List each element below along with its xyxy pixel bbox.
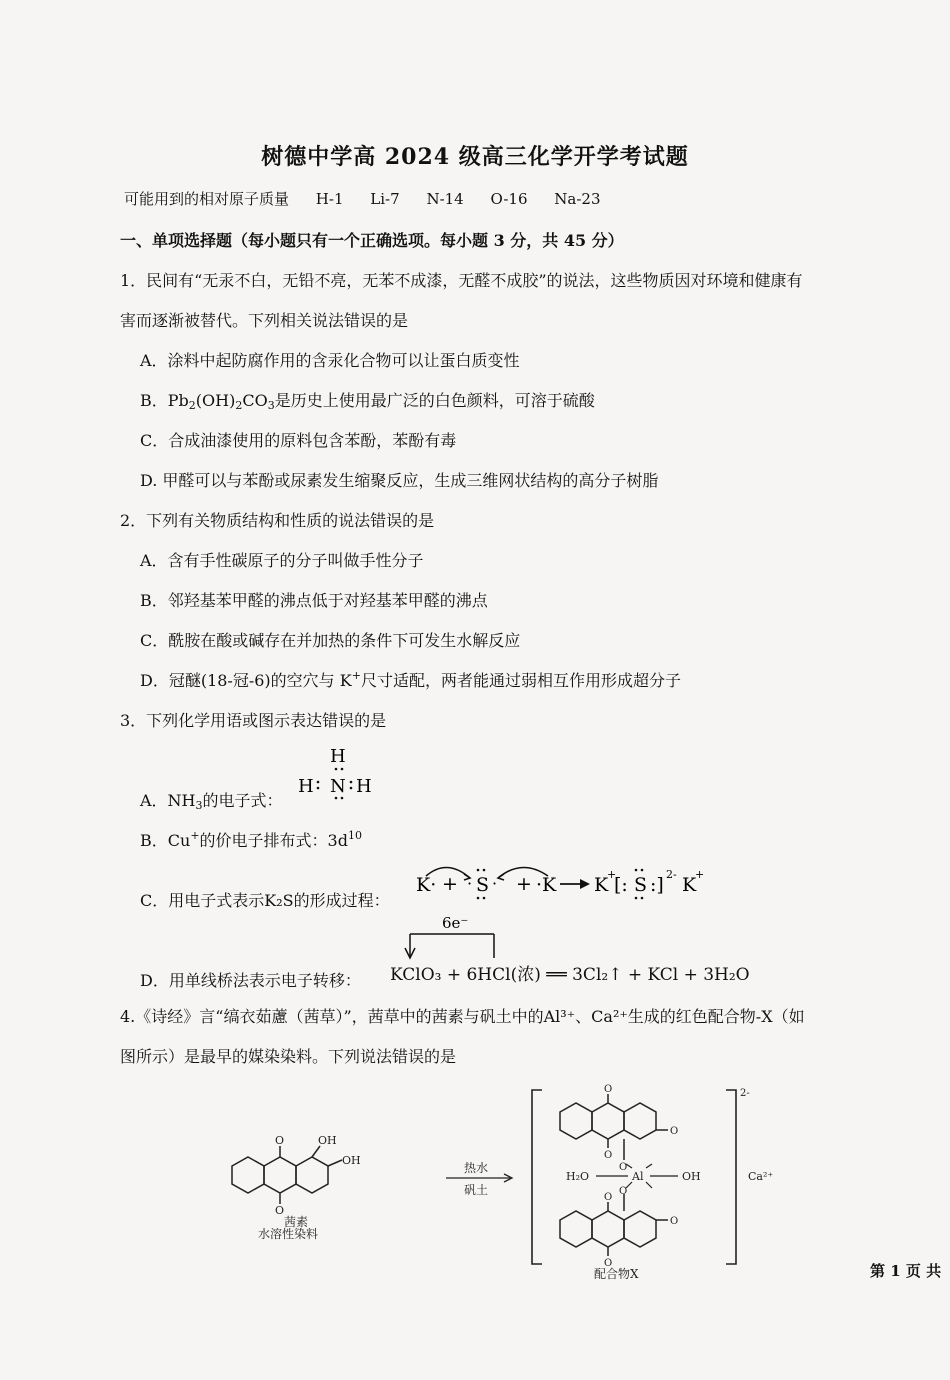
svg-text:6e⁻: 6e⁻ — [442, 914, 469, 932]
electron-transfer-bridge — [392, 910, 512, 960]
mass-o: O-16 — [490, 190, 528, 208]
k2s-formation-diagram — [412, 856, 732, 906]
svg-text:+: + — [607, 868, 617, 881]
q2-option-d: D．冠醚(18-冠-6)的空穴与 K+尺寸适配，两者能通过弱相互作用形成超分子 — [140, 669, 681, 690]
svg-text:·: · — [467, 874, 473, 893]
atomic-masses — [124, 188, 623, 209]
svg-text:O: O — [619, 1162, 628, 1173]
svg-text:+: + — [516, 873, 532, 895]
arrow-condition-top: 热水 — [464, 1161, 489, 1175]
svg-text:OH: OH — [682, 1170, 701, 1183]
svg-text:K·: K· — [416, 874, 437, 896]
q3-option-d: D．用单线桥法表示电子转移： — [140, 971, 361, 990]
svg-text:K: K — [682, 874, 697, 896]
q2-option-b: B．邻羟基苯甲醛的沸点低于对羟基苯甲醛的沸点 — [140, 591, 488, 610]
alizarin-structure — [232, 1146, 342, 1204]
q2-option-c: C．酰胺在酸或碱存在并加热的条件下可发生水解反应 — [140, 631, 521, 650]
svg-text:O: O — [604, 1150, 613, 1161]
redox-equation: KClO₃ + 6HCl(浓) ══ 3Cl₂↑ + KCl + 3H₂O — [390, 965, 750, 985]
alizarin-label: 茜素 — [284, 1215, 309, 1229]
svg-text:O: O — [670, 1216, 679, 1227]
q1-option-c: C．合成油漆使用的原料包含苯酚，苯酚有毒 — [140, 431, 457, 450]
svg-text:O: O — [604, 1084, 613, 1095]
svg-text:OH: OH — [342, 1154, 361, 1167]
masses-label: 可能用到的相对原子质量 — [124, 190, 290, 208]
svg-text:OH: OH — [318, 1134, 337, 1147]
q3-option-b: B．Cu+的价电子排布式：$3d^{10}$ — [140, 829, 362, 850]
q2-stem: 2．下列有关物质结构和性质的说法错误的是 — [120, 511, 435, 530]
mass-na: Na-23 — [554, 190, 601, 208]
q1-option-d: D. 甲醛可以与苯酚或尿素发生缩聚反应，生成三维网状结构的高分子树脂 — [140, 471, 659, 490]
section-heading: 一、单项选择题（每小题只有一个正确选项。每小题 3 分，共 45 分） — [120, 231, 624, 250]
calcium-counterion: Ca²⁺ — [748, 1170, 774, 1183]
lower-ligand — [560, 1194, 668, 1256]
svg-text:O: O — [604, 1258, 613, 1269]
svg-text:[:: [: — [614, 874, 628, 896]
q1-stem-line1: 1．民间有“无汞不白，无铅不亮，无苯不成漆，无醛不成胶”的说法，这些物质因对环境和健康有 — [120, 271, 803, 290]
q1-option-a: A．涂料中起防腐作用的含汞化合物可以让蛋白质变性 — [140, 351, 520, 370]
svg-text::]: :] — [650, 874, 664, 896]
svg-text:S: S — [634, 874, 648, 896]
svg-text:O: O — [275, 1204, 285, 1217]
svg-text:+: + — [695, 868, 705, 881]
q2-option-a: A．含有手性碳原子的分子叫做手性分子 — [140, 551, 424, 570]
alizarin-complex-figure — [220, 1080, 820, 1280]
complex-x-label: 配合物X — [594, 1267, 639, 1280]
svg-text:K: K — [594, 874, 609, 896]
svg-text:O: O — [275, 1134, 285, 1147]
svg-text:N: N — [330, 776, 346, 797]
q4-stem-line1: 4.《诗经》言“缟衣茹藘（茜草）”，茜草中的茜素与矾土中的Al³⁺、Ca²⁺生成的红色配合物-X（如 — [120, 1007, 805, 1026]
mass-h: H-1 — [315, 190, 344, 208]
arrow-condition-bottom: 矾土 — [464, 1183, 489, 1197]
page-title: 树德中学高 2024 级高三化学开学考试题 — [261, 144, 689, 170]
upper-ligand — [560, 1094, 668, 1160]
svg-text:O: O — [670, 1126, 679, 1137]
mass-li: Li-7 — [370, 190, 400, 208]
svg-text:S: S — [476, 874, 490, 896]
dye-type-label: 水溶性染料 — [258, 1227, 319, 1241]
nh3-electron-dot-diagram — [296, 742, 386, 802]
svg-text:·K: ·K — [536, 874, 557, 896]
q3-option-a: A．$NH_3$的电子式： — [140, 791, 283, 812]
q4-stem-line2: 图所示）是最早的媒染染料。下列说法错误的是 — [120, 1047, 457, 1066]
page-number: 第 1 页 共 — [870, 1262, 942, 1280]
svg-text:2-: 2- — [666, 868, 677, 881]
svg-text:H: H — [298, 776, 314, 797]
svg-text:H: H — [356, 776, 372, 797]
svg-text:+: + — [442, 873, 458, 895]
mass-n: N-14 — [426, 190, 464, 208]
q1-stem-line2: 害而逐渐被替代。下列相关说法错误的是 — [120, 311, 409, 330]
svg-text:·: · — [492, 874, 498, 893]
svg-text:O: O — [619, 1186, 628, 1197]
q1-option-b: B．$Pb_2(OH)_2CO_3$是历史上使用最广泛的白色颜料，可溶于硫酸 — [140, 391, 595, 412]
svg-text:H: H — [330, 746, 346, 767]
q3-stem: 3．下列化学用语或图示表达错误的是 — [120, 711, 387, 730]
svg-text:H₂O: H₂O — [566, 1170, 590, 1183]
complex-charge: 2- — [740, 1088, 750, 1099]
q3-option-c: C．用电子式表示K₂S的形成过程： — [140, 891, 390, 910]
svg-text:O: O — [604, 1192, 613, 1203]
aluminum-center: Al — [632, 1170, 644, 1183]
